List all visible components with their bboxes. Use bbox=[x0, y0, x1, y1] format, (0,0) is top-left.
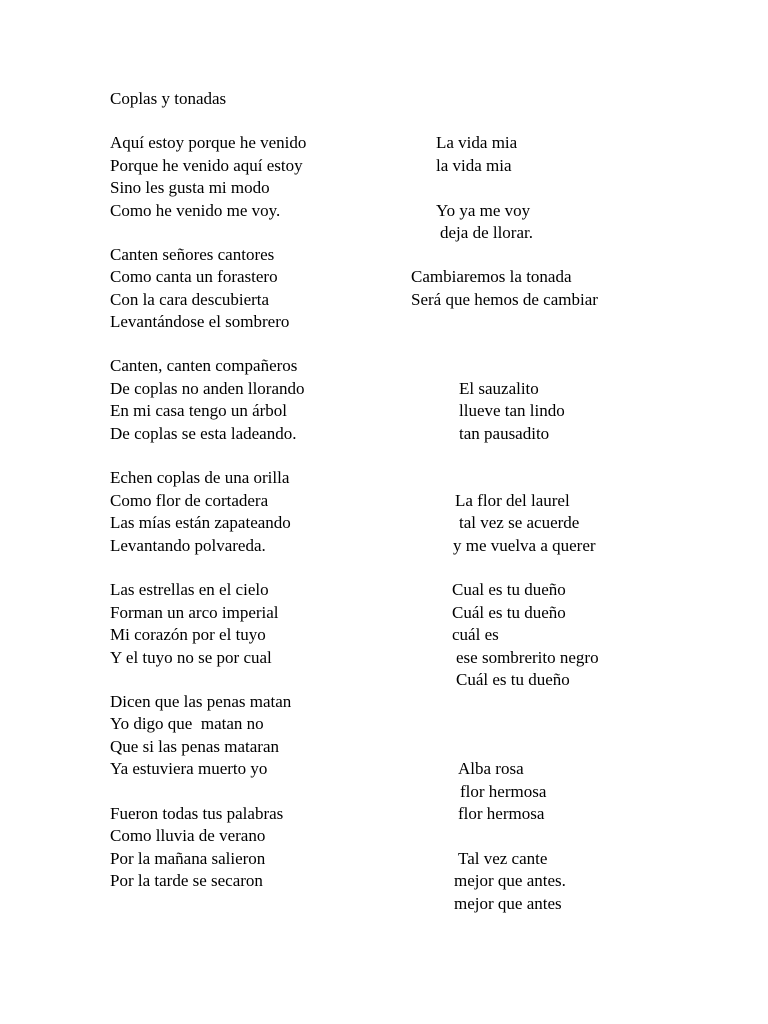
refrain-line: La vida mia bbox=[436, 133, 518, 152]
verse-line: Mi corazón por el tuyo bbox=[110, 625, 266, 644]
refrain-line: flor hermosa bbox=[460, 782, 547, 801]
verse-line: Porque he venido aquí estoy bbox=[110, 156, 303, 175]
refrain-line: La flor del laurel bbox=[455, 491, 570, 510]
verse-line: Yo digo que matan no bbox=[110, 714, 264, 733]
verse-line: Dicen que las penas matan bbox=[110, 692, 292, 711]
refrain-line: flor hermosa bbox=[458, 804, 545, 823]
verse-line: Ya estuviera muerto yo bbox=[110, 759, 268, 778]
refrain-line: Cuál es tu dueño bbox=[456, 670, 570, 689]
verse-line: Echen coplas de una orilla bbox=[110, 468, 290, 487]
verse-line: Las mías están zapateando bbox=[110, 513, 291, 532]
document-title: Coplas y tonadas bbox=[110, 89, 227, 108]
verse-line: Por la mañana salieron bbox=[110, 849, 266, 868]
verse-line: Forman un arco imperial bbox=[110, 603, 279, 622]
verse-line: Como flor de cortadera bbox=[110, 491, 269, 510]
verse-line: En mi casa tengo un árbol bbox=[110, 401, 288, 420]
refrain-line: llueve tan lindo bbox=[459, 401, 565, 420]
refrain-line: Tal vez cante bbox=[458, 849, 548, 868]
verse-line: Sino les gusta mi modo bbox=[110, 178, 270, 197]
verse-line: De coplas no anden llorando bbox=[110, 379, 305, 398]
verse-line: Como lluvia de verano bbox=[110, 826, 266, 845]
refrain-line: Yo ya me voy bbox=[436, 201, 531, 220]
refrain-line: la vida mia bbox=[436, 156, 512, 175]
verse-line: Que si las penas mataran bbox=[110, 737, 279, 756]
verse-line: Con la cara descubierta bbox=[110, 290, 270, 309]
refrain-line: ese sombrerito negro bbox=[456, 648, 599, 667]
verse-line: Fueron todas tus palabras bbox=[110, 804, 284, 823]
refrain-line: tan pausadito bbox=[459, 424, 550, 443]
refrain-line: deja de llorar. bbox=[440, 223, 533, 242]
refrain-line: cuál es bbox=[452, 625, 499, 644]
refrain-line: Cual es tu dueño bbox=[452, 580, 566, 599]
refrain-line: mejor que antes. bbox=[454, 871, 566, 890]
verse-line: Y el tuyo no se por cual bbox=[110, 648, 272, 667]
verse-line: De coplas se esta ladeando. bbox=[110, 424, 297, 443]
refrain-line: tal vez se acuerde bbox=[459, 513, 580, 532]
verse-line: Canten señores cantores bbox=[110, 245, 275, 264]
verse-line: Las estrellas en el cielo bbox=[110, 580, 269, 599]
refrain-line: El sauzalito bbox=[459, 379, 539, 398]
verse-line: Levantando polvareda. bbox=[110, 536, 266, 555]
refrain-line: Alba rosa bbox=[458, 759, 524, 778]
verse-line: Aquí estoy porque he venido bbox=[110, 133, 307, 152]
refrain-line: mejor que antes bbox=[454, 894, 562, 913]
verse-line: Canten, canten compañeros bbox=[110, 356, 298, 375]
refrain-line: Será que hemos de cambiar bbox=[411, 290, 598, 309]
refrain-line: Cuál es tu dueño bbox=[452, 603, 566, 622]
verse-line: Levantándose el sombrero bbox=[110, 312, 290, 331]
verse-line: Como canta un forastero bbox=[110, 267, 278, 286]
refrain-line: Cambiaremos la tonada bbox=[411, 267, 572, 286]
refrain-line: y me vuelva a querer bbox=[453, 536, 596, 555]
verse-line: Por la tarde se secaron bbox=[110, 871, 263, 890]
verse-line: Como he venido me voy. bbox=[110, 201, 281, 220]
